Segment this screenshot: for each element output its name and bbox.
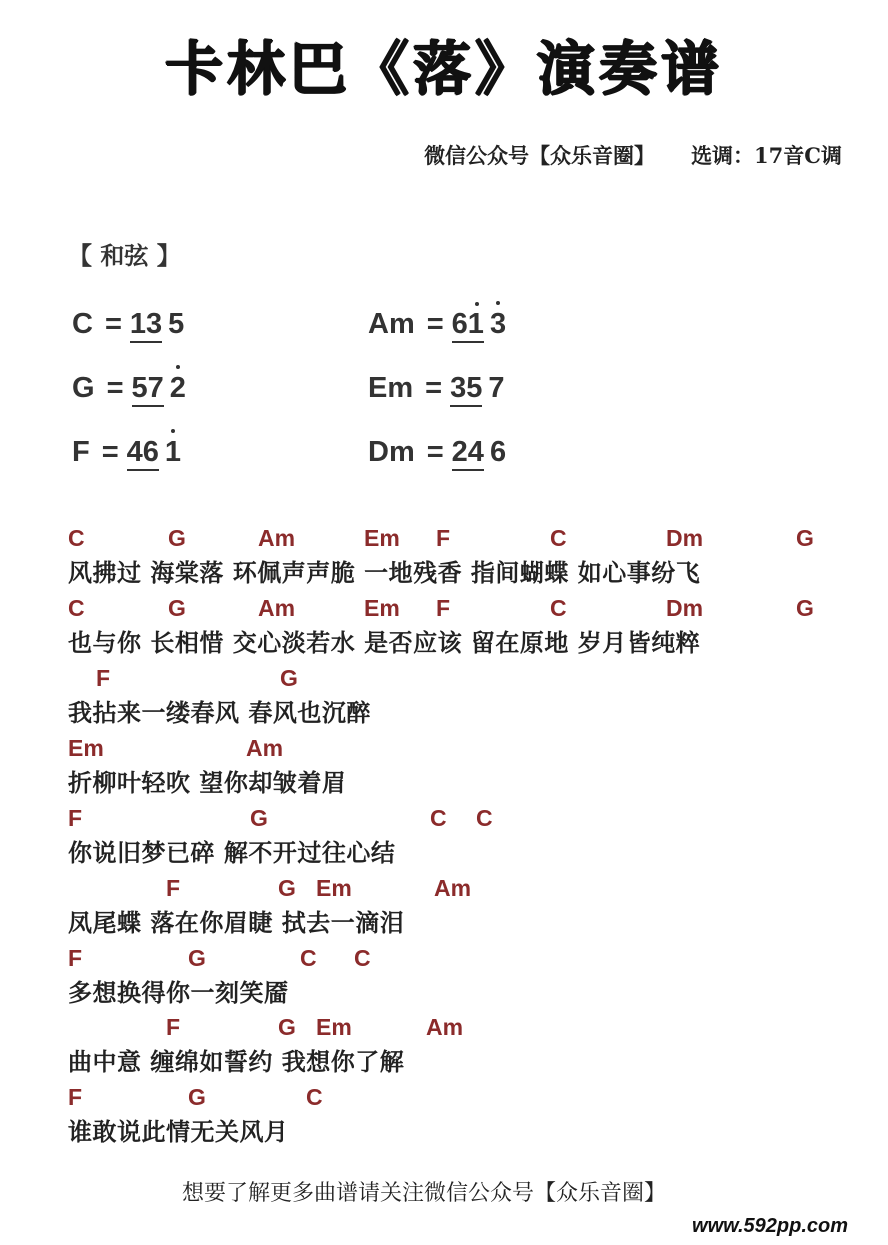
chord-def-c: C = 13 5 <box>72 308 184 343</box>
chord-label: C <box>300 945 317 971</box>
lyric-line: 多想换得你一刻笑靥 <box>68 979 289 1007</box>
lyric-line: 也与你 长相惜 交心淡若水 是否应该 留在原地 岁月皆纯粹 <box>68 629 701 657</box>
chord-name: Dm <box>368 436 415 468</box>
chord-row <box>0 945 888 971</box>
chord-label: Am <box>258 595 296 621</box>
chord-label: C <box>68 525 85 551</box>
chord-label: Em <box>316 875 352 901</box>
chord-row <box>0 665 888 691</box>
chord-name: F <box>72 436 90 468</box>
chord-notes-underlined: 46 <box>127 437 159 471</box>
chord-row <box>0 595 888 621</box>
chord-label: G <box>188 945 206 971</box>
chord-label: Em <box>364 595 400 621</box>
chord-label: G <box>250 805 268 831</box>
lyric-line: 你说旧梦已碎 解不开过往心结 <box>68 839 396 867</box>
chord-note: 3 <box>490 308 506 341</box>
lyric-line: 我拈来一缕春风 春风也沉醉 <box>68 699 371 727</box>
chord-row <box>0 1014 888 1040</box>
chord-def-f: F = 46 1 <box>72 436 181 471</box>
chord-note: 1 <box>165 436 181 469</box>
chord-label: F <box>68 945 83 971</box>
chord-row <box>0 735 888 761</box>
chord-label: G <box>796 595 814 621</box>
high-octave-dot <box>475 302 479 306</box>
chord-label: G <box>278 875 296 901</box>
chord-notes-underlined: 24 <box>452 437 484 471</box>
chord-label: C <box>550 525 567 551</box>
chord-label: Am <box>434 875 472 901</box>
chord-label: Dm <box>666 525 704 551</box>
chord-name: G <box>72 372 95 404</box>
chord-label: G <box>168 525 186 551</box>
chord-label: C <box>430 805 447 831</box>
chord-notes-underlined: 35 <box>450 373 482 407</box>
chord-name: C <box>72 308 93 340</box>
chord-note: 7 <box>488 372 505 404</box>
chord-row <box>0 525 888 551</box>
chord-label: C <box>68 595 85 621</box>
chord-label: Em <box>68 735 104 761</box>
lyric-line: 风拂过 海棠落 环佩声声脆 一地残香 指间蝴蝶 如心事纷飞 <box>68 559 701 587</box>
chord-def-dm: Dm = 24 6 <box>368 436 506 471</box>
chord-label: F <box>166 1014 181 1040</box>
page-title: 卡林巴《落》演奏谱 <box>164 35 723 103</box>
footer-note: 想要了解更多曲谱请关注微信公众号【众乐音圈】 <box>181 1181 666 1206</box>
lyric-line: 曲中意 缠绵如誓约 我想你了解 <box>68 1048 405 1076</box>
lyric-line: 谁敢说此情无关风月 <box>68 1118 289 1146</box>
lyric-line: 折柳叶轻吹 望你却皱着眉 <box>68 769 347 797</box>
chord-row <box>0 875 888 901</box>
chord-label: C <box>476 805 493 831</box>
site-watermark: www.592pp.com <box>692 1215 848 1237</box>
chord-label: F <box>68 805 83 831</box>
key-label: 选调：17音C调 <box>691 143 842 168</box>
chord-label: Em <box>364 525 400 551</box>
chord-label: C <box>354 945 371 971</box>
chord-label: G <box>280 665 298 691</box>
chord-def-g: G = 57 2 <box>72 372 186 407</box>
chords-heading: 【 和弦 】 <box>68 242 181 270</box>
chord-label: G <box>188 1084 206 1110</box>
chord-label: F <box>96 665 111 691</box>
chord-label: Am <box>426 1014 464 1040</box>
chord-row <box>0 1084 888 1110</box>
chord-def-am: Am = 61 3 <box>368 308 506 343</box>
chord-note: 2 <box>170 372 186 405</box>
chord-name: Am <box>368 308 415 340</box>
chord-label: Am <box>258 525 296 551</box>
chord-label: F <box>166 875 181 901</box>
chord-label: F <box>436 595 451 621</box>
chord-label: F <box>436 525 451 551</box>
chord-label: F <box>68 1084 83 1110</box>
chord-label: C <box>306 1084 323 1110</box>
chord-label: C <box>550 595 567 621</box>
chord-note: 5 <box>168 308 185 340</box>
high-octave-dot <box>496 301 500 305</box>
chord-name: Em <box>368 372 414 404</box>
high-octave-dot <box>171 429 175 433</box>
chord-note: 6 <box>489 436 507 468</box>
meta-line <box>424 140 842 170</box>
chord-label: G <box>796 525 814 551</box>
chord-notes-underlined: 61 <box>452 309 484 343</box>
chord-row <box>0 805 888 831</box>
chord-label: Dm <box>666 595 704 621</box>
account-label: 微信公众号【众乐音圈】 <box>424 143 656 168</box>
chord-label: Am <box>246 735 284 761</box>
lyric-line: 凤尾蝶 落在你眉睫 拭去一滴泪 <box>68 909 405 937</box>
chord-label: Em <box>316 1014 352 1040</box>
chord-notes-underlined: 57 <box>132 373 164 407</box>
high-octave-dot <box>176 365 180 369</box>
chord-def-em: Em = 35 7 <box>368 372 504 407</box>
chord-label: G <box>278 1014 296 1040</box>
chord-notes-underlined: 13 <box>130 309 162 343</box>
chord-label: G <box>168 595 186 621</box>
